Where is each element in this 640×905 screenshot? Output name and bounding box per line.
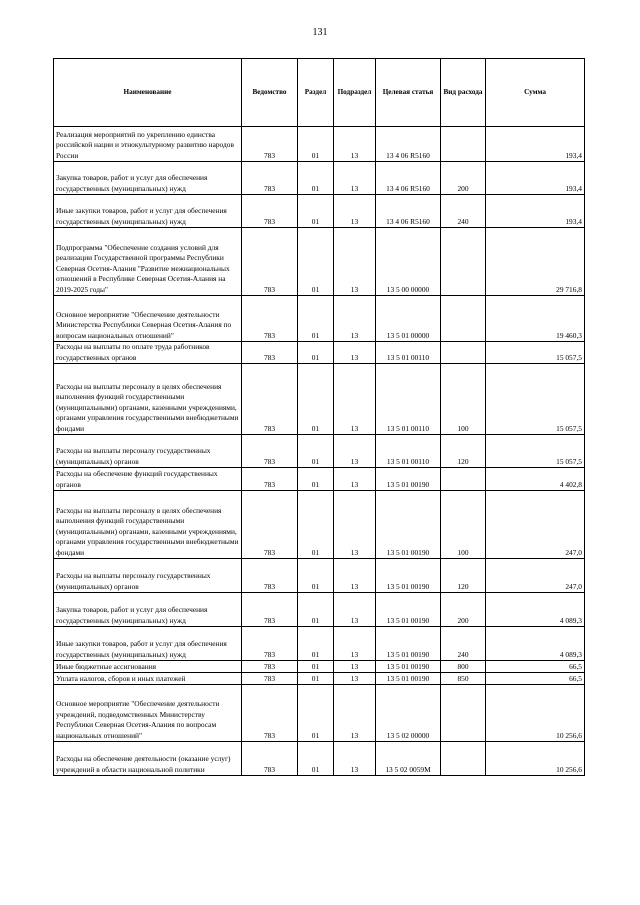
cell-subsection: 13 [334,742,376,776]
cell-sum: 4 402,8 [486,468,585,491]
table-row [54,627,585,661]
cell-expense-type: 240 [441,195,486,228]
cell-department: 783 [242,296,298,342]
cell-target-article: 13 5 01 00190 [376,661,441,673]
cell-department: 783 [242,673,298,685]
cell-section: 01 [298,296,334,342]
header-section: Раздел [298,59,334,127]
cell-sum: 247,0 [486,559,585,593]
cell-name: Реализация мероприятий по укреплению единства российской нации и этнокультурному развитию народов России [54,127,242,162]
cell-section: 01 [298,162,334,195]
cell-name: Закупка товаров, работ и услуг для обеспечения государственных (муниципальных) нужд [54,593,242,627]
cell-target-article: 13 5 02 00000 [376,685,441,742]
cell-target-article: 13 5 01 00110 [376,435,441,468]
cell-department: 783 [242,127,298,162]
table-row [54,162,585,195]
cell-sum: 247,0 [486,491,585,559]
cell-section: 01 [298,491,334,559]
cell-name: Иные бюджетные ассигнования [54,661,242,673]
cell-subsection: 13 [334,685,376,742]
cell-section: 01 [298,127,334,162]
cell-section: 01 [298,342,334,364]
table-row [54,742,585,776]
cell-subsection: 13 [334,661,376,673]
cell-name: Основное мероприятие "Обеспечение деятельности учреждений, подведомственных Министерству Республики Северная Осетия-Алания по вопросам национальных отношений" [54,685,242,742]
cell-expense-type: 100 [441,491,486,559]
cell-expense-type [441,468,486,491]
cell-expense-type [441,342,486,364]
cell-department: 783 [242,685,298,742]
cell-name: Расходы на обеспечение деятельности (оказание услуг) учреждений в области национальной политики [54,742,242,776]
cell-target-article: 13 5 00 00000 [376,228,441,296]
cell-expense-type: 120 [441,559,486,593]
cell-section: 01 [298,627,334,661]
cell-section: 01 [298,195,334,228]
cell-expense-type [441,742,486,776]
cell-name: Расходы на обеспечение функций государственных органов [54,468,242,491]
cell-section: 01 [298,685,334,742]
cell-sum: 15 057,5 [486,435,585,468]
cell-sum: 193,4 [486,162,585,195]
table-row [54,195,585,228]
cell-subsection: 13 [334,468,376,491]
cell-section: 01 [298,742,334,776]
cell-name: Расходы на выплаты персоналу в целях обеспечения выполнения функций государственными (муниципальными) органами, казенными учреждениями, органами управления государственными внебюджетными фондами [54,491,242,559]
cell-department: 783 [242,195,298,228]
cell-target-article: 13 5 01 00000 [376,296,441,342]
table-row [54,673,585,685]
cell-expense-type: 200 [441,162,486,195]
cell-subsection: 13 [334,559,376,593]
cell-department: 783 [242,627,298,661]
cell-department: 783 [242,162,298,195]
header-subsection: Подраздел [334,59,376,127]
cell-section: 01 [298,228,334,296]
cell-subsection: 13 [334,435,376,468]
header-name: Наименование [54,59,242,127]
table-row [54,342,585,364]
cell-department: 783 [242,435,298,468]
cell-subsection: 13 [334,673,376,685]
cell-name: Расходы на выплаты персоналу государственных (муниципальных) органов [54,435,242,468]
cell-expense-type: 200 [441,593,486,627]
cell-expense-type: 240 [441,627,486,661]
cell-section: 01 [298,593,334,627]
table-row [54,661,585,673]
cell-target-article: 13 5 01 00190 [376,468,441,491]
cell-department: 783 [242,228,298,296]
cell-name: Иные закупки товаров, работ и услуг для обеспечения государственных (муниципальных) нужд [54,627,242,661]
cell-expense-type [441,296,486,342]
table-row [54,435,585,468]
cell-sum: 193,4 [486,127,585,162]
cell-target-article: 13 5 02 0059М [376,742,441,776]
cell-target-article: 13 4 06 R5160 [376,162,441,195]
header-department: Ведомство [242,59,298,127]
cell-subsection: 13 [334,364,376,435]
cell-section: 01 [298,468,334,491]
table-row [54,127,585,162]
cell-subsection: 13 [334,342,376,364]
cell-sum: 193,4 [486,195,585,228]
cell-section: 01 [298,435,334,468]
cell-expense-type [441,685,486,742]
cell-subsection: 13 [334,195,376,228]
cell-target-article: 13 5 01 00190 [376,627,441,661]
cell-expense-type: 120 [441,435,486,468]
cell-section: 01 [298,661,334,673]
cell-expense-type: 850 [441,673,486,685]
cell-sum: 15 057,5 [486,364,585,435]
cell-name: Иные закупки товаров, работ и услуг для обеспечения государственных (муниципальных) нужд [54,195,242,228]
cell-sum: 10 256,6 [486,742,585,776]
header-expense-type: Вид расхода [441,59,486,127]
cell-name: Подпрограмма "Обеспечение создания условий для реализации Государственной программы Республики Северная Осетия-Алания "Развитие межнациональных отношений в Республике Северная Осетия-Алания на 2019-2025 годы" [54,228,242,296]
cell-subsection: 13 [334,162,376,195]
cell-department: 783 [242,742,298,776]
cell-target-article: 13 5 01 00110 [376,364,441,435]
table-row [54,559,585,593]
cell-department: 783 [242,593,298,627]
cell-name: Закупка товаров, работ и услуг для обеспечения государственных (муниципальных) нужд [54,162,242,195]
cell-target-article: 13 5 01 00190 [376,593,441,627]
cell-sum: 4 089,3 [486,593,585,627]
cell-subsection: 13 [334,296,376,342]
cell-subsection: 13 [334,491,376,559]
cell-expense-type: 800 [441,661,486,673]
cell-target-article: 13 5 01 00190 [376,491,441,559]
budget-table [53,58,585,776]
table-row [54,593,585,627]
cell-target-article: 13 5 01 00190 [376,673,441,685]
cell-subsection: 13 [334,127,376,162]
table-row [54,296,585,342]
cell-name: Расходы на выплаты персоналу в целях обеспечения выполнения функций государственными (муниципальными) органами, казенными учреждениями, органами управления государственными внебюджетными фондами [54,364,242,435]
cell-subsection: 13 [334,593,376,627]
cell-department: 783 [242,364,298,435]
header-target-article: Целевая статья [376,59,441,127]
cell-subsection: 13 [334,228,376,296]
cell-name: Расходы на выплаты по оплате труда работников государственных органов [54,342,242,364]
cell-sum: 19 460,3 [486,296,585,342]
cell-target-article: 13 4 06 R5160 [376,195,441,228]
cell-department: 783 [242,661,298,673]
cell-sum: 15 057,5 [486,342,585,364]
cell-target-article: 13 5 01 00190 [376,559,441,593]
table-row [54,491,585,559]
cell-target-article: 13 5 01 00110 [376,342,441,364]
cell-department: 783 [242,468,298,491]
table-row [54,228,585,296]
table-header-row [54,59,585,127]
header-sum: Сумма [486,59,585,127]
cell-department: 783 [242,491,298,559]
cell-department: 783 [242,559,298,593]
cell-expense-type [441,228,486,296]
cell-expense-type: 100 [441,364,486,435]
cell-section: 01 [298,559,334,593]
cell-sum: 29 716,8 [486,228,585,296]
cell-section: 01 [298,364,334,435]
cell-department: 783 [242,342,298,364]
cell-sum: 66,5 [486,661,585,673]
cell-expense-type [441,127,486,162]
cell-sum: 4 089,3 [486,627,585,661]
cell-name: Расходы на выплаты персоналу государственных (муниципальных) органов [54,559,242,593]
cell-sum: 66,5 [486,673,585,685]
table-row [54,468,585,491]
cell-name: Основное мероприятие "Обеспечение деятельности Министерства Республики Северная Осетия-Алания по вопросам национальных отношений" [54,296,242,342]
cell-subsection: 13 [334,627,376,661]
cell-target-article: 13 4 06 R5160 [376,127,441,162]
cell-name: Уплата налогов, сборов и иных платежей [54,673,242,685]
cell-section: 01 [298,673,334,685]
table-row [54,364,585,435]
cell-sum: 10 256,6 [486,685,585,742]
table-row [54,685,585,742]
page-number: 131 [312,27,328,38]
